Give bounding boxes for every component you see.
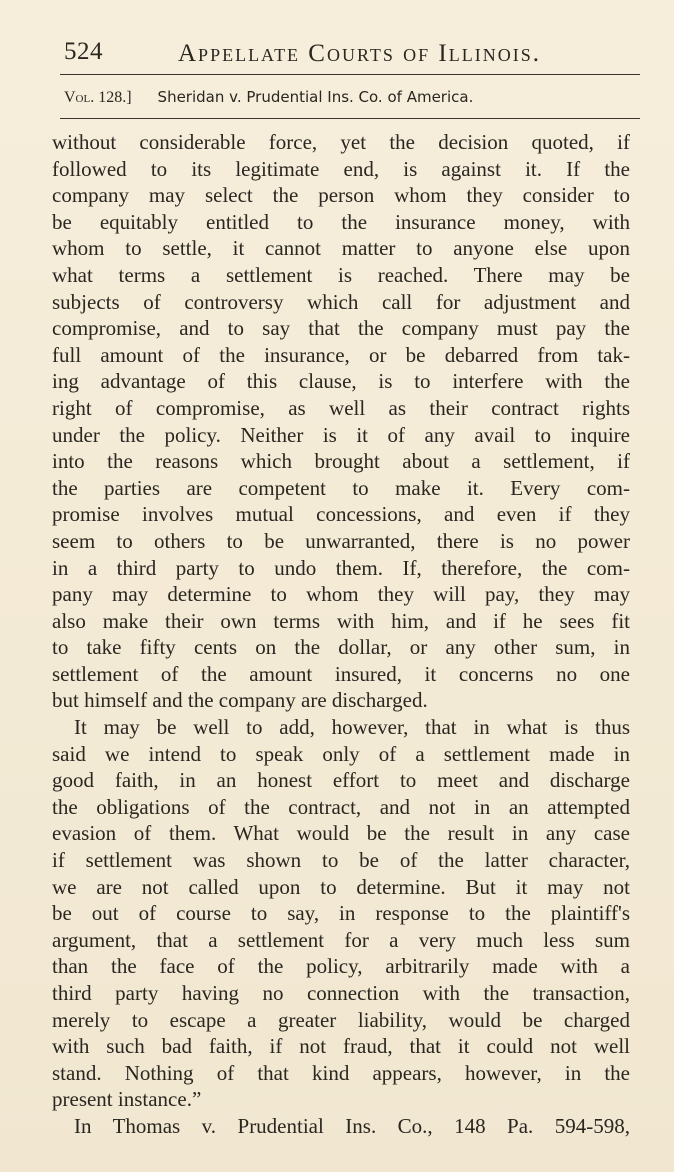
text-line: whom to settle, it cannot matter to anyone else upon bbox=[52, 236, 630, 261]
text-line: full amount of the insurance, or be debarred from tak- bbox=[52, 342, 630, 367]
header-rule-top bbox=[60, 74, 640, 75]
text-line: to take fifty cents on the dollar, or any other sum, in bbox=[52, 635, 630, 660]
page-number: 524 bbox=[64, 38, 103, 65]
text-line: argument, that a settlement for a very much less sum bbox=[52, 927, 630, 952]
text-line: under the policy. Neither is it of any avail to inquire bbox=[52, 422, 630, 447]
text-line: followed to its legitimate end, is against it. If the bbox=[52, 156, 630, 181]
text-line: without considerable force, yet the decision quoted, if bbox=[52, 130, 630, 154]
text-line: said we intend to speak only of a settlement made in bbox=[52, 741, 630, 766]
text-line: good faith, in an honest effort to meet and discharge bbox=[52, 768, 630, 793]
text-line: in a third party to undo them. If, therefore, the com- bbox=[52, 555, 630, 580]
volume-label: Vol. 128.] bbox=[64, 89, 132, 106]
text-line: pany may determine to whom they will pay, they may bbox=[52, 582, 630, 607]
text-line: stand. Nothing of that kind appears, however, in the bbox=[52, 1060, 630, 1085]
text-line: company may select the person whom they consider to bbox=[52, 183, 630, 208]
text-line: also make their own terms with him, and if he sees fit bbox=[52, 608, 630, 633]
text-line: but himself and the company are discharged. bbox=[52, 688, 428, 713]
text-line: It may be well to add, however, that in what is thus bbox=[74, 715, 630, 740]
text-line: if settlement was shown to be of the latter character, bbox=[52, 848, 630, 873]
text-line: In Thomas v. Prudential Ins. Co., 148 Pa. 594-598, bbox=[74, 1113, 630, 1138]
body-text bbox=[52, 129, 630, 1140]
text-line: settlement of the amount insured, it concerns no one bbox=[52, 661, 630, 686]
text-line: be equitably entitled to the insurance money, with bbox=[52, 209, 630, 234]
text-line: evasion of them. What would be the result in any case bbox=[52, 821, 630, 846]
case-title: Sheridan v. Prudential Ins. Co. of America. bbox=[157, 88, 474, 106]
header-rule-bottom bbox=[60, 118, 640, 119]
text-line: we are not called upon to determine. But it may not bbox=[52, 874, 630, 899]
text-line: what terms a settlement is reached. There may be bbox=[52, 262, 630, 287]
text-line: the parties are competent to make it. Every com- bbox=[52, 475, 630, 500]
text-line: ing advantage of this clause, is to interfere with the bbox=[52, 369, 630, 394]
text-line: promise involves mutual concessions, and even if they bbox=[52, 502, 630, 527]
text-line: than the face of the policy, arbitrarily made with a bbox=[52, 954, 630, 979]
text-line: be out of course to say, in response to the plaintiff's bbox=[52, 901, 630, 926]
text-line: seem to others to be unwarranted, there is no power bbox=[52, 528, 630, 553]
text-line: into the reasons which brought about a settlement, if bbox=[52, 449, 630, 474]
text-line: merely to escape a greater liability, would be charged bbox=[52, 1007, 630, 1032]
text-line: third party having no connection with the transaction, bbox=[52, 981, 630, 1005]
text-line: right of compromise, as well as their contract rights bbox=[52, 395, 630, 420]
text-line: the obligations of the contract, and not in an attempted bbox=[52, 794, 630, 819]
text-line: subjects of controversy which call for adjustment and bbox=[52, 289, 630, 314]
text-line: compromise, and to say that the company must pay the bbox=[52, 316, 630, 341]
text-line: present instance.” bbox=[52, 1087, 202, 1112]
running-head: Appellate Courts of Illinois. bbox=[178, 40, 541, 67]
case-caption bbox=[64, 88, 473, 107]
text-line: with such bad faith, if not fraud, that it could not well bbox=[52, 1034, 630, 1059]
